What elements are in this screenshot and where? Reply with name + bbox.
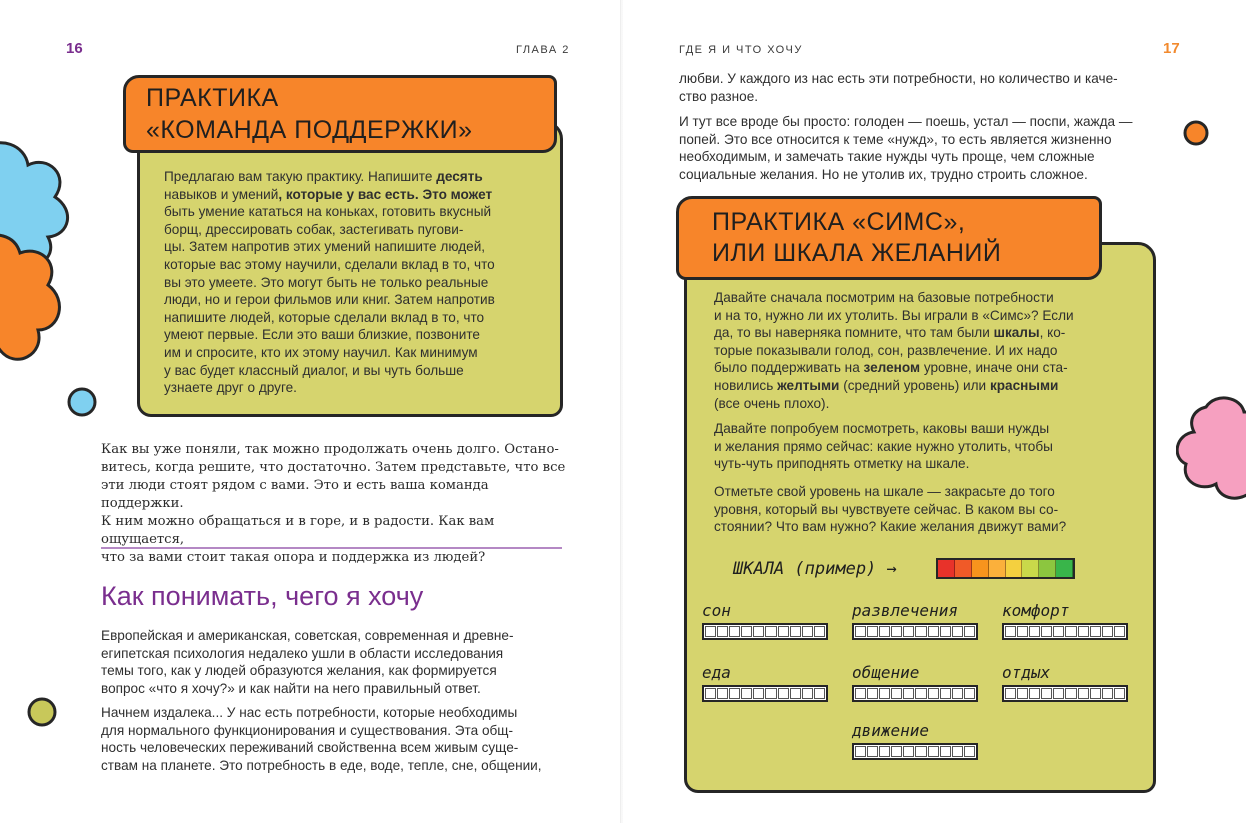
- scale-gradient: [936, 558, 1075, 579]
- bar-cell: [753, 688, 764, 699]
- text-segment: им и спросите, кто их этому научил. Как минимум: [164, 344, 478, 360]
- scale-segment: [1022, 560, 1039, 577]
- practice-box: [684, 242, 1156, 793]
- bar-cell: [940, 626, 951, 637]
- running-head: ГДЕ Я И ЧТО ХОЧУ: [679, 44, 803, 56]
- practice-title-line2: ИЛИ ШКАЛА ЖЕЛАНИЙ: [712, 239, 1002, 267]
- text-line: [164, 186, 544, 204]
- text-line: ность человеческих переживаний свойственна всем живым суще-: [101, 740, 519, 756]
- bar-cell: [915, 688, 926, 699]
- scale-segment: [1056, 560, 1073, 577]
- bar-cell: [964, 688, 975, 699]
- bar-cell: [903, 688, 914, 699]
- scale-segment: [972, 560, 989, 577]
- text-line: [714, 307, 1134, 325]
- bar-cell: [1065, 688, 1076, 699]
- scale-segment: [1006, 560, 1023, 577]
- bar-cell: [1041, 688, 1052, 699]
- need-bar-label: отдых: [1002, 663, 1051, 682]
- bar-cell: [1090, 688, 1101, 699]
- bar-cell: [705, 626, 716, 637]
- bar-cell: [928, 626, 939, 637]
- text-segment: у вас будет классный диалог, и вы чуть больше: [164, 362, 464, 378]
- bar-cell: [855, 626, 866, 637]
- practice-text: [714, 483, 1134, 536]
- bar-cell: [1102, 688, 1113, 699]
- text-line: Отметьте свой уровень на шкале — закрасьте до того: [714, 484, 1055, 499]
- dot-decoration: [66, 386, 98, 418]
- text-segment: быть умение кататься на коньках, готовить вкусный: [164, 204, 492, 220]
- scale-segment: [1039, 560, 1056, 577]
- text-segment: напишите людей, которые сделали вклад в то, что: [164, 309, 485, 325]
- bar-cell: [741, 626, 752, 637]
- bar-cell: [765, 688, 776, 699]
- text-line: эти люди стоят рядом с вами. Это и есть ваша команда поддержки.: [101, 478, 489, 511]
- text-segment: навыков и умений: [164, 186, 279, 202]
- text-line: [164, 221, 544, 239]
- text-line: попей. Это все относится к теме «нужд», то есть является жизненно: [679, 131, 1112, 147]
- practice-text: [714, 289, 1134, 412]
- bar-cell: [867, 688, 878, 699]
- bar-cell: [814, 626, 825, 637]
- bar-cell: [928, 688, 939, 699]
- bar-cell: [741, 688, 752, 699]
- text-line: Начнем издалека... У нас есть потребности, которые необходимы: [101, 705, 518, 720]
- text-line: [714, 377, 1134, 395]
- text-line: [164, 326, 544, 344]
- bar-cell: [778, 626, 789, 637]
- text-line: что за вами стоит такая опора и поддержка из людей?: [101, 550, 486, 565]
- text-line: [714, 342, 1134, 360]
- text-line: витесь, когда решите, что достаточно. Затем представьте, что все: [101, 460, 566, 475]
- bar-cell: [964, 626, 975, 637]
- bar-cell: [1078, 688, 1089, 699]
- bar-cell: [879, 746, 890, 757]
- dot-decoration: [26, 696, 58, 728]
- text-line: вопрос «что я хочу?» и как найти на него правильный ответ.: [101, 680, 481, 696]
- bar-cell: [915, 626, 926, 637]
- bar-cell: [790, 688, 801, 699]
- section-heading: Как понимать, чего я хочу: [101, 581, 424, 611]
- bar-cell: [940, 688, 951, 699]
- text-line: темы того, как у людей образуются желания, как формируется: [101, 663, 497, 679]
- text-line: [164, 203, 544, 221]
- dot-decoration: [1180, 118, 1212, 150]
- bar-cell: [879, 688, 890, 699]
- paragraph: [679, 70, 1179, 105]
- text-line: ствам на планете. Это потребность в еде, воде, тепле, сне, общении,: [101, 757, 542, 773]
- text-segment: торые показывали голод, сон, развлечение. И их надо: [714, 342, 1058, 358]
- bar-cell: [1029, 626, 1040, 637]
- bar-cell: [814, 688, 825, 699]
- practice-text: [164, 168, 544, 397]
- bar-cell: [729, 626, 740, 637]
- text-line: [714, 359, 1134, 377]
- bar-cell: [1005, 626, 1016, 637]
- bold-text: десять: [436, 169, 483, 184]
- text-line: [164, 379, 544, 397]
- bar-cell: [964, 746, 975, 757]
- practice-title-line1: ПРАКТИКА: [146, 84, 279, 112]
- text-line: И тут все вроде бы просто: голоден — поешь, устал — поспи, жажда —: [679, 114, 1133, 129]
- bar-cell: [1053, 626, 1064, 637]
- paragraph: [679, 113, 1179, 183]
- text-line: Давайте попробуем посмотреть, каковы ваши нужды: [714, 421, 1050, 436]
- need-bar-group: [702, 663, 828, 702]
- bold-text: шкалы: [993, 325, 1040, 341]
- text-line: [714, 289, 1134, 307]
- text-line: и желания прямо сейчас: какие нужно утолить, чтобы: [714, 438, 1053, 454]
- text-line: Как вы уже поняли, так можно продолжать очень долго. Остано-: [101, 442, 559, 457]
- bar-cell: [867, 626, 878, 637]
- bar-cell: [705, 688, 716, 699]
- need-bar-group: [702, 601, 828, 640]
- text-line: [164, 274, 544, 292]
- bar-cell: [855, 746, 866, 757]
- text-segment: вы это умеете. Это могут быть не только реальные: [164, 274, 489, 290]
- bar-cell: [1041, 626, 1052, 637]
- section-divider: [101, 547, 562, 549]
- text-line: необходимым, и замечать такие нужды чуть проще, чем сложные: [679, 149, 1095, 165]
- blob-decoration: [0, 135, 85, 395]
- bar-cell: [790, 626, 801, 637]
- bar-cell: [1114, 626, 1125, 637]
- bar-cell: [753, 626, 764, 637]
- text-line: уровня, который вы чувствуете сейчас. В каком вы со-: [714, 501, 1059, 517]
- bar-cell: [1102, 626, 1113, 637]
- text-line: египетская психология недалеко ушли в области исследования: [101, 645, 504, 661]
- right-page: [623, 0, 1246, 823]
- page-number: 17: [1163, 40, 1180, 57]
- bar-cell: [717, 626, 728, 637]
- bar-cell: [952, 626, 963, 637]
- text-segment: узнаете друг о друге.: [164, 380, 297, 396]
- need-bar: [702, 623, 828, 640]
- bar-cell: [891, 626, 902, 637]
- need-bar-label: развлечения: [852, 601, 958, 620]
- need-bar-group: [1002, 601, 1128, 640]
- bar-cell: [952, 688, 963, 699]
- paragraph: [101, 627, 571, 697]
- need-bar-group: [1002, 663, 1128, 702]
- bar-cell: [891, 746, 902, 757]
- bar-cell: [903, 626, 914, 637]
- text-segment: да, то вы наверняка помните, что там были: [714, 325, 994, 341]
- scale-segment: [955, 560, 972, 577]
- text-line: К ним можно обращаться и в горе, и в радости. Как вам ощущается,: [101, 514, 495, 547]
- text-line: [714, 395, 1134, 413]
- text-line: стоянии? Что вам нужно? Какие желания движут вами?: [714, 519, 1067, 535]
- scale-segment: [938, 560, 955, 577]
- text-segment: Давайте сначала посмотрим на базовые потребности: [714, 290, 1054, 305]
- text-line: Европейская и американская, советская, современная и древне-: [101, 628, 514, 643]
- bar-cell: [915, 746, 926, 757]
- bar-cell: [1017, 626, 1028, 637]
- practice-box: [137, 121, 563, 417]
- text-segment: Предлагаю вам такую практику. Напишите: [164, 169, 437, 184]
- need-bar-label: движение: [852, 721, 930, 740]
- bar-cell: [928, 746, 939, 757]
- bold-text: , которые у вас есть. Это может: [278, 186, 493, 202]
- practice-text: [714, 420, 1134, 473]
- bar-cell: [717, 688, 728, 699]
- bar-cell: [1005, 688, 1016, 699]
- text-line: ство разное.: [679, 88, 759, 104]
- text-segment: цы. Затем напротив этих умений напишите людей,: [164, 239, 486, 255]
- left-page: [0, 0, 621, 823]
- page-number: 16: [66, 40, 83, 57]
- bar-cell: [1029, 688, 1040, 699]
- practice-title-bar: [676, 196, 1102, 280]
- text-segment: , ко-: [1039, 325, 1066, 341]
- bar-cell: [802, 626, 813, 637]
- need-bar-group: [852, 663, 978, 702]
- bar-cell: [802, 688, 813, 699]
- need-bar-label: сон: [702, 601, 731, 620]
- text-segment: люди, но и герои фильмов или книг. Затем напротив: [164, 292, 495, 308]
- bar-cell: [1078, 626, 1089, 637]
- text-line: для нормального функционирования и существования. Эта общ-: [101, 722, 514, 738]
- text-line: [164, 238, 544, 256]
- need-bar: [1002, 685, 1128, 702]
- text-segment: уровне, иначе они ста-: [920, 360, 1068, 376]
- need-bar-group: [852, 601, 978, 640]
- need-bar-label: общение: [852, 663, 920, 682]
- bar-cell: [778, 688, 789, 699]
- bold-text: красными: [989, 377, 1059, 393]
- text-line: чуть-чуть приподнять отметку на шкале.: [714, 456, 970, 472]
- scale-segment: [989, 560, 1006, 577]
- bar-cell: [879, 626, 890, 637]
- bar-cell: [1114, 688, 1125, 699]
- bar-cell: [1090, 626, 1101, 637]
- bar-cell: [903, 746, 914, 757]
- text-line: [164, 256, 544, 274]
- paragraph: [101, 704, 571, 774]
- bar-cell: [1053, 688, 1064, 699]
- text-line: социальные желания. Но не утолив их, трудно строить сложное.: [679, 166, 1088, 182]
- need-bar-group: [852, 721, 978, 760]
- bold-text: желтыми: [777, 377, 840, 393]
- bar-cell: [855, 688, 866, 699]
- bar-cell: [1017, 688, 1028, 699]
- need-bar: [852, 743, 978, 760]
- bold-text: зеленом: [863, 360, 921, 376]
- practice-title-bar: [123, 75, 557, 153]
- bar-cell: [867, 746, 878, 757]
- bar-cell: [952, 746, 963, 757]
- text-segment: которые вас этому научили, сделали вклад в то, что: [164, 256, 495, 272]
- bar-cell: [891, 688, 902, 699]
- need-bar: [852, 685, 978, 702]
- text-line: любви. У каждого из нас есть эти потребности, но количество и каче-: [679, 71, 1118, 86]
- text-segment: новились: [714, 377, 778, 393]
- practice-title-line2: «КОМАНДА ПОДДЕРЖКИ»: [146, 116, 473, 144]
- text-segment: и на то, нужно ли их утолить. Вы играли в «Симс»? Если: [714, 307, 1074, 323]
- text-line: [164, 362, 544, 380]
- text-line: [164, 291, 544, 309]
- text-segment: было поддерживать на: [714, 360, 864, 376]
- text-segment: (средний уровень) или: [839, 377, 990, 393]
- bar-cell: [729, 688, 740, 699]
- bar-cell: [765, 626, 776, 637]
- need-bar: [702, 685, 828, 702]
- need-bar-label: еда: [702, 663, 731, 682]
- bar-cell: [940, 746, 951, 757]
- need-bar: [1002, 623, 1128, 640]
- practice-title-line1: ПРАКТИКА «СИМС»,: [712, 208, 966, 236]
- need-bar-label: комфорт: [1002, 601, 1070, 620]
- text-line: [164, 168, 544, 186]
- text-line: [714, 324, 1134, 342]
- text-line: [164, 309, 544, 327]
- text-segment: (все очень плохо).: [714, 395, 830, 411]
- running-head: ГЛАВА 2: [516, 44, 570, 56]
- bar-cell: [1065, 626, 1076, 637]
- text-segment: умеют первые. Если это ваши близкие, позвоните: [164, 327, 480, 343]
- blob-decoration: [1176, 392, 1246, 512]
- text-segment: борщ, дрессировать собак, застегивать пугови-: [164, 221, 464, 237]
- need-bar: [852, 623, 978, 640]
- scale-label: ШКАЛА (пример) →: [733, 559, 897, 579]
- text-line: [164, 344, 544, 362]
